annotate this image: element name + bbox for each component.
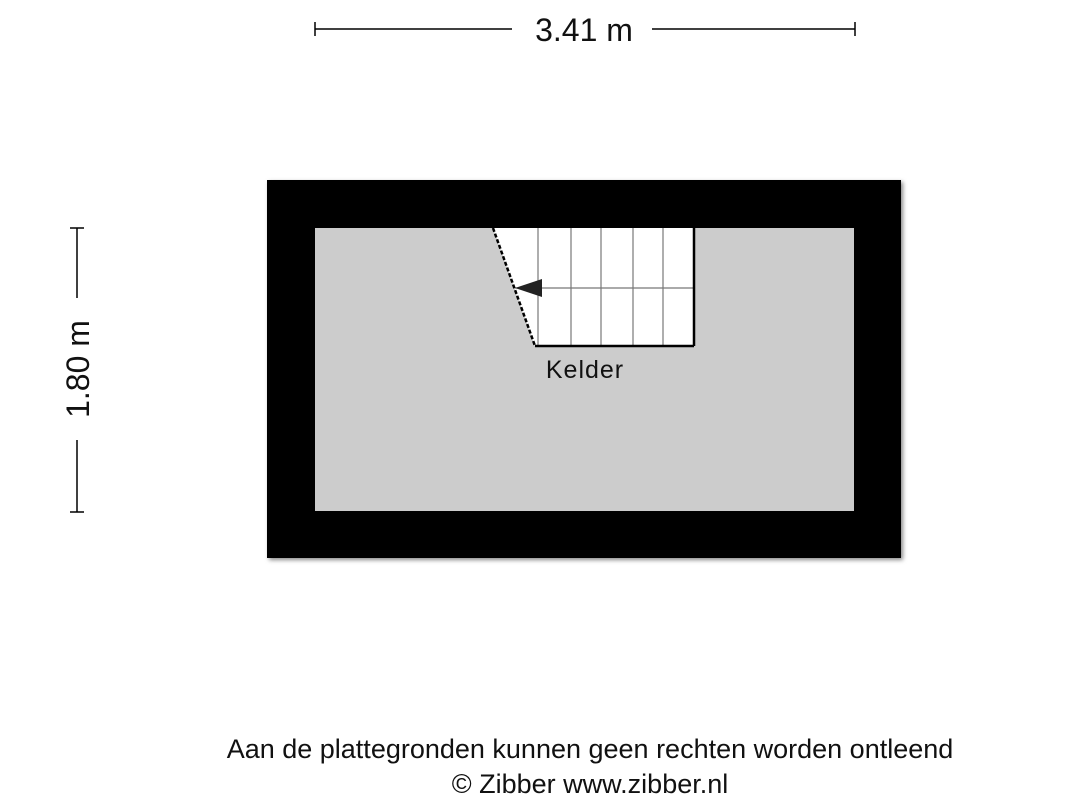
disclaimer-text: Aan de plattegronden kunnen geen rechten worden ontleend	[226, 734, 954, 764]
height-dimension	[60, 228, 96, 512]
room-label: Kelder	[545, 356, 625, 384]
width-dimension	[315, 12, 855, 48]
copyright-text: © Zibber www.zibber.nl	[451, 769, 729, 799]
width-label: 3.41 m	[535, 12, 633, 48]
height-label: 1.80 m	[60, 320, 96, 418]
